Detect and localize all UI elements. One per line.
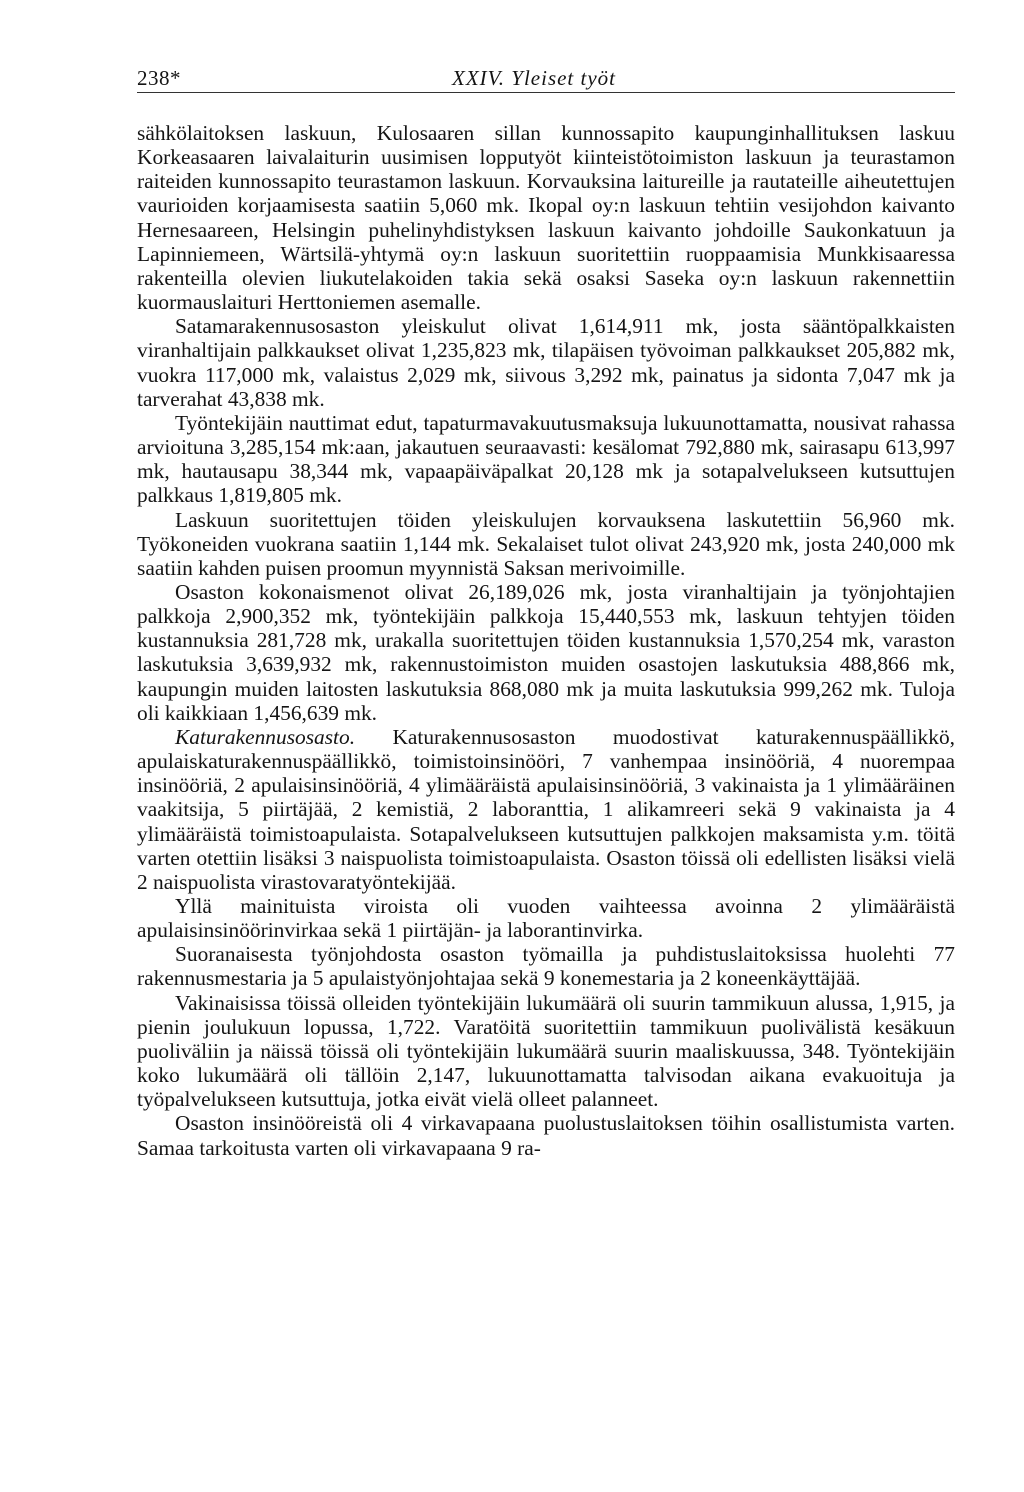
paragraph-supervision: Suoranaisesta työnjohdosta osaston työmailla ja puhdistuslaitoksissa huolehti 77 rakennusmestaria ja 5 apulaistyönjohtajaa sekä 9 konemestaria ja 2 koneenkäyttäjää. [137,942,955,991]
paragraph-continued: sähkölaitoksen laskuun, Kulosaaren sillan kunnossapito kaupunginhallituksen laskuu Korkeasaaren laivalaiturin uusimisen lopputyöt kiinteistötoimiston laskuun ja teurastamon raiteiden kunnossapito teurastamon laskuun. Korvauksina laitureille ja rautateille aiheutettujen vaurioiden korjaamisesta saatiin 5,060 mk. Ikopal oy:n laskuun tehtiin vesijohdon kaivanto Hernesaareen, Helsingin puhelinyhdistyksen laskuun kaivanto johdoille Saukonkatuun ja Lapinniemeen, Wärtsilä-yhtymä oy:n laskuun suoritettiin ruoppaamisia Munkkisaaressa rakenteilla olevien liukutelakoiden takia sekä osaksi Saseka oy:n laskuun rakennettiin kuormauslaituri Herttoniemen asemalle. [137,121,955,315]
header-rule [137,92,955,93]
paragraph-vacancies: Yllä mainituista viroista oli vuoden vaihteessa avoinna 2 ylimääräistä apulaisinsinöörinvirkaa sekä 1 piirtäjän- ja laborantinvirka. [137,894,955,943]
paragraph-engineers-leave: Osaston insinööreistä oli 4 virkavapaana puolustuslaitoksen töihin osallistumista varten. Samaa tarkoitusta varten oli virkavapaana 9 ra- [137,1111,955,1160]
paragraph-street-dept-staff-text: Katurakennusosaston muodostivat katurakennuspäällikkö, apulaiskaturakennuspäällikkö, toimistoinsinööri, 7 vanhempaa insinööriä, 4 nuorempaa insinööriä, 2 apulaisinsinööriä, 4 ylimääräistä apulaisinsinööriä, 3 vakinaista ja 1 ylimääräinen vaakitsija, 5 piirtäjää, 2 kemistiä, 2 laboranttia, 1 alikamreeri sekä 9 vakinaista ja 4 ylimääräistä toimistoapulaista. Sotapalvelukseen kutsuttujen palkkojen maksamista y.m. töitä varten otettiin lisäksi 3 naispuolista toimistoapulaista. Osaston töissä oli edellisten lisäksi vielä 2 naispuolista virastovaratyöntekijää. [137,724,955,894]
paragraph-total-expenses: Osaston kokonaismenot olivat 26,189,026 mk, josta viranhaltijain ja työnjohtajien palkkoja 2,900,352 mk, työntekijäin palkkoja 15,440,553 mk, laskuun tehtyjen töiden kustannuksia 281,728 mk, urakalla suoritettujen töiden kustannuksia 1,570,254 mk, varaston laskutuksia 3,639,932 mk, rakennustoimiston muiden osastojen laskutuksia 488,866 mk, kaupungin muiden laitosten laskutuksia 868,080 mk ja muita laskutuksia 999,262 mk. Tuloja oli kaikkiaan 1,456,639 mk. [137,579,955,725]
paragraph-billing: Laskuun suoritettujen töiden yleiskulujen korvauksena laskutettiin 56,960 mk. Työkoneiden vuokrana saatiin 1,144 mk. Sekalaiset tulot olivat 243,920 mk, josta 240,000 mk saatiin kahden puisen proomun myynnistä Saksan merivoimille. [137,507,955,580]
body-text [137,121,955,1160]
paragraph-worker-benefits: Työntekijäin nauttimat edut, tapaturmavakuutusmaksuja lukuunottamatta, nousivat rahassa arvioituna 3,285,154 mk:aan, jakautuen seuraavasti: kesälomat 792,880 mk, sairasapu 613,997 mk, hautausapu 38,344 mk, vapaapäiväpalkat 20,128 mk ja sotapalvelukseen kutsuttujen palkkaus 1,819,805 mk. [137,410,955,508]
running-header [137,58,955,92]
document-page [137,58,955,1160]
page-number: 238* [137,66,181,90]
running-section-title: XXIV. Yleiset työt [452,66,617,90]
paragraph-street-dept-staff [137,725,955,894]
paragraph-overhead-costs: Satamarakennusosaston yleiskulut olivat 1,614,911 mk, josta sääntöpalkkaisten viranhaltijain palkkaukset olivat 1,235,823 mk, tilapäisen työvoiman palkkaukset 205,882 mk, vuokra 117,000 mk, valaistus 2,029 mk, siivous 3,292 mk, painatus ja sidonta 7,047 mk ja tarverahat 43,838 mk. [137,314,955,411]
section-heading: Katurakennusosasto. [175,724,356,749]
paragraph-worker-count: Vakinaisissa töissä olleiden työntekijäin lukumäärä oli suurin tammikuun alussa, 1,915, ja pienin joulukuun lopussa, 1,722. Varatöitä suoritettiin tammikuun puolivälistä kesäkuun puoliväliin ja näissä töissä oli työntekijäin lukumäärä suurin maaliskuussa, 348. Työntekijäin koko lukumäärä oli tällöin 2,147, lukuunottamatta talvisodan aikana evakuoituja ja työpalvelukseen kutsuttuja, jotka eivät vielä olleet palanneet. [137,990,955,1112]
